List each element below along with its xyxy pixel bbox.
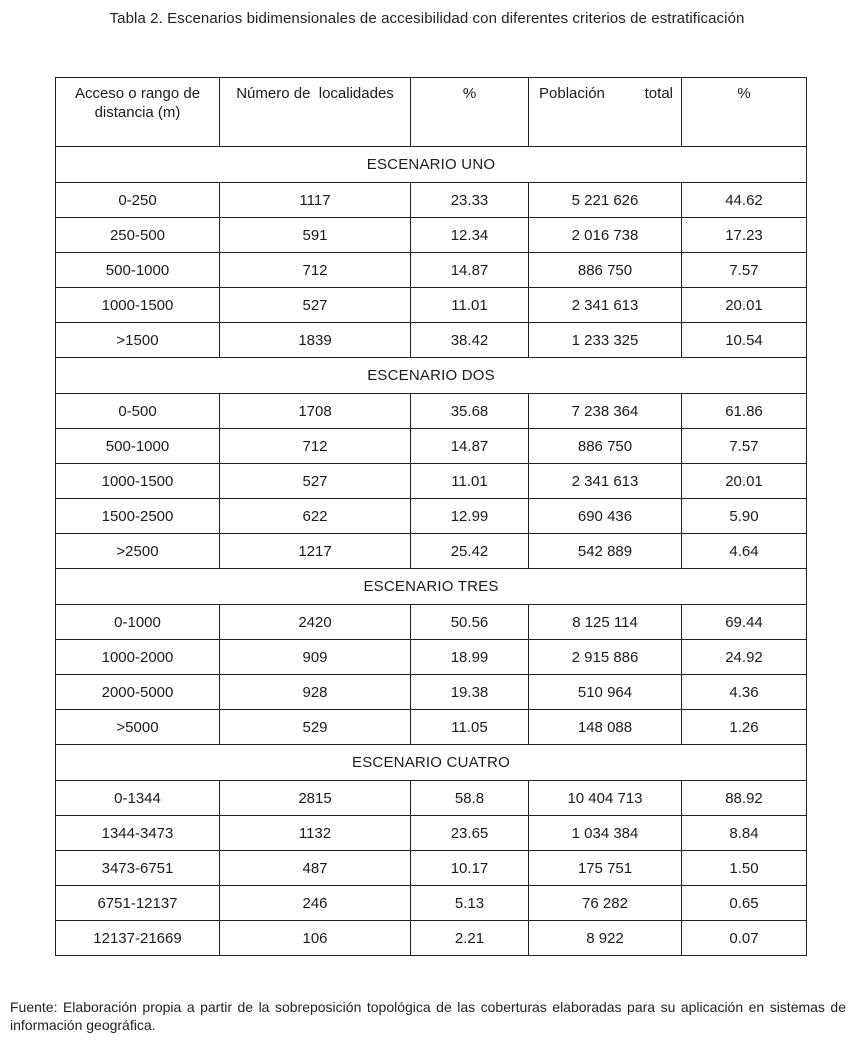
cell-range: 1000-1500 <box>56 288 220 323</box>
source-note: Fuente: Elaboración propia a partir de la sobreposición topológica de las coberturas elaboradas para su aplicación en sistemas de información geográfica. <box>10 999 846 1033</box>
cell-localities: 529 <box>220 710 411 745</box>
cell-percent-localities: 18.99 <box>411 640 529 675</box>
cell-percent-population: 8.84 <box>682 816 807 851</box>
cell-population: 2 341 613 <box>529 288 682 323</box>
cell-population: 1 233 325 <box>529 323 682 358</box>
cell-percent-localities: 58.8 <box>411 781 529 816</box>
cell-percent-localities: 10.17 <box>411 851 529 886</box>
cell-localities: 1117 <box>220 183 411 218</box>
header-access-line1: Acceso o rango de <box>74 85 201 102</box>
cell-percent-population: 4.64 <box>682 534 807 569</box>
cell-localities: 712 <box>220 429 411 464</box>
cell-localities: 527 <box>220 464 411 499</box>
cell-percent-localities: 12.99 <box>411 499 529 534</box>
header-percent-localities: % <box>411 78 529 147</box>
cell-population: 2 341 613 <box>529 464 682 499</box>
header-access-line2: distancia (m) <box>94 104 181 121</box>
table-body <box>56 147 807 956</box>
cell-percent-localities: 25.42 <box>411 534 529 569</box>
table-row <box>56 710 807 745</box>
cell-localities: 928 <box>220 675 411 710</box>
cell-localities: 712 <box>220 253 411 288</box>
cell-population: 8 922 <box>529 921 682 956</box>
table-row <box>56 253 807 288</box>
cell-population: 148 088 <box>529 710 682 745</box>
cell-percent-localities: 12.34 <box>411 218 529 253</box>
cell-percent-population: 20.01 <box>682 288 807 323</box>
cell-percent-population: 0.07 <box>682 921 807 956</box>
cell-percent-population: 1.50 <box>682 851 807 886</box>
cell-range: 6751-12137 <box>56 886 220 921</box>
table-row <box>56 464 807 499</box>
table-row <box>56 429 807 464</box>
scenario-header-row <box>56 147 807 183</box>
cell-population: 76 282 <box>529 886 682 921</box>
cell-population: 2 016 738 <box>529 218 682 253</box>
cell-range: 12137-21669 <box>56 921 220 956</box>
scenario-title: ESCENARIO UNO <box>56 147 807 183</box>
cell-percent-population: 20.01 <box>682 464 807 499</box>
table-row <box>56 605 807 640</box>
cell-percent-population: 0.65 <box>682 886 807 921</box>
cell-range: >5000 <box>56 710 220 745</box>
header-percent-population: % <box>682 78 807 147</box>
cell-range: 0-500 <box>56 394 220 429</box>
cell-range: 250-500 <box>56 218 220 253</box>
cell-percent-localities: 11.01 <box>411 288 529 323</box>
cell-range: 1500-2500 <box>56 499 220 534</box>
cell-range: 500-1000 <box>56 429 220 464</box>
cell-percent-population: 7.57 <box>682 429 807 464</box>
cell-population: 510 964 <box>529 675 682 710</box>
cell-localities: 527 <box>220 288 411 323</box>
scenario-title: ESCENARIO CUATRO <box>56 745 807 781</box>
cell-range: 1000-1500 <box>56 464 220 499</box>
cell-percent-localities: 23.33 <box>411 183 529 218</box>
table-row <box>56 534 807 569</box>
cell-population: 542 889 <box>529 534 682 569</box>
cell-range: >2500 <box>56 534 220 569</box>
cell-population: 175 751 <box>529 851 682 886</box>
cell-localities: 1217 <box>220 534 411 569</box>
cell-percent-localities: 23.65 <box>411 816 529 851</box>
table-row <box>56 886 807 921</box>
cell-population: 10 404 713 <box>529 781 682 816</box>
table-row <box>56 921 807 956</box>
cell-percent-localities: 50.56 <box>411 605 529 640</box>
cell-percent-population: 1.26 <box>682 710 807 745</box>
cell-percent-population: 88.92 <box>682 781 807 816</box>
table-row <box>56 851 807 886</box>
cell-population: 2 915 886 <box>529 640 682 675</box>
header-row <box>56 78 807 147</box>
scenario-title: ESCENARIO DOS <box>56 358 807 394</box>
cell-percent-localities: 19.38 <box>411 675 529 710</box>
table-row <box>56 499 807 534</box>
cell-range: 1344-3473 <box>56 816 220 851</box>
cell-percent-population: 5.90 <box>682 499 807 534</box>
cell-population: 7 238 364 <box>529 394 682 429</box>
cell-percent-localities: 2.21 <box>411 921 529 956</box>
cell-percent-localities: 38.42 <box>411 323 529 358</box>
table-row <box>56 218 807 253</box>
cell-population: 8 125 114 <box>529 605 682 640</box>
header-localities: Número de localidades <box>220 78 411 147</box>
cell-range: >1500 <box>56 323 220 358</box>
header-total-word: total <box>644 85 673 102</box>
cell-localities: 1839 <box>220 323 411 358</box>
cell-population: 5 221 626 <box>529 183 682 218</box>
cell-percent-population: 69.44 <box>682 605 807 640</box>
cell-localities: 909 <box>220 640 411 675</box>
cell-percent-localities: 14.87 <box>411 253 529 288</box>
cell-percent-localities: 11.05 <box>411 710 529 745</box>
header-population-word: Población <box>539 85 605 102</box>
cell-range: 2000-5000 <box>56 675 220 710</box>
cell-percent-localities: 14.87 <box>411 429 529 464</box>
cell-range: 0-1000 <box>56 605 220 640</box>
cell-range: 0-250 <box>56 183 220 218</box>
header-population-total <box>529 78 682 147</box>
cell-localities: 591 <box>220 218 411 253</box>
scenario-title: ESCENARIO TRES <box>56 569 807 605</box>
cell-population: 886 750 <box>529 429 682 464</box>
scenario-header-row <box>56 745 807 781</box>
table-row <box>56 816 807 851</box>
cell-percent-population: 4.36 <box>682 675 807 710</box>
cell-localities: 246 <box>220 886 411 921</box>
table-row <box>56 675 807 710</box>
cell-range: 0-1344 <box>56 781 220 816</box>
table-row <box>56 640 807 675</box>
cell-percent-population: 17.23 <box>682 218 807 253</box>
cell-percent-population: 7.57 <box>682 253 807 288</box>
cell-population: 886 750 <box>529 253 682 288</box>
cell-localities: 1132 <box>220 816 411 851</box>
cell-localities: 1708 <box>220 394 411 429</box>
table-row <box>56 183 807 218</box>
table-row <box>56 323 807 358</box>
table-row <box>56 394 807 429</box>
cell-localities: 2815 <box>220 781 411 816</box>
cell-percent-population: 61.86 <box>682 394 807 429</box>
cell-localities: 106 <box>220 921 411 956</box>
cell-percent-localities: 35.68 <box>411 394 529 429</box>
cell-percent-population: 24.92 <box>682 640 807 675</box>
cell-percent-population: 44.62 <box>682 183 807 218</box>
cell-localities: 622 <box>220 499 411 534</box>
table-row <box>56 288 807 323</box>
scenario-header-row <box>56 569 807 605</box>
cell-percent-localities: 5.13 <box>411 886 529 921</box>
cell-localities: 487 <box>220 851 411 886</box>
scenario-header-row <box>56 358 807 394</box>
table-caption: Tabla 2. Escenarios bidimensionales de accesibilidad con diferentes criterios de estratificación <box>109 10 745 27</box>
cell-population: 1 034 384 <box>529 816 682 851</box>
cell-range: 1000-2000 <box>56 640 220 675</box>
cell-range: 500-1000 <box>56 253 220 288</box>
table-row <box>56 781 807 816</box>
header-access-range <box>56 78 220 147</box>
accessibility-table <box>55 77 807 956</box>
cell-range: 3473-6751 <box>56 851 220 886</box>
cell-localities: 2420 <box>220 605 411 640</box>
cell-percent-localities: 11.01 <box>411 464 529 499</box>
cell-population: 690 436 <box>529 499 682 534</box>
cell-percent-population: 10.54 <box>682 323 807 358</box>
